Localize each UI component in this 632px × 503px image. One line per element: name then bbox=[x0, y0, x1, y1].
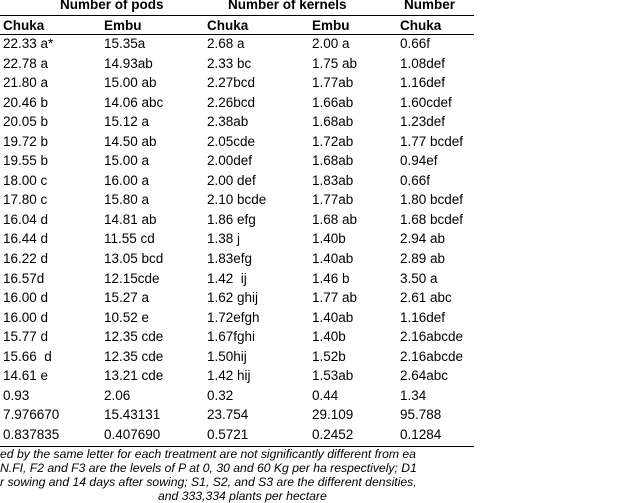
cell-kernels-embu: 1.46 b bbox=[312, 270, 350, 286]
cell-kernels-embu: 29.109 bbox=[312, 407, 354, 423]
cell-pods-chuka: 16.57d bbox=[3, 270, 45, 286]
cell-number-chuka: 0.94ef bbox=[400, 153, 438, 169]
cell-number-chuka: 0.66f bbox=[400, 172, 431, 188]
table-row bbox=[0, 132, 474, 152]
table-row bbox=[0, 366, 474, 386]
cell-pods-chuka: 16.00 d bbox=[3, 309, 49, 325]
cell-kernels-chuka: 1.38 j bbox=[207, 231, 241, 247]
cell-pods-embu: 11.55 cd bbox=[104, 231, 155, 247]
cell-kernels-chuka: 2.27bcd bbox=[207, 75, 256, 91]
cell-pods-embu: 15.43131 bbox=[104, 407, 161, 423]
cell-kernels-chuka: 2.33 bc bbox=[207, 55, 252, 71]
cell-number-chuka: 1.80 bcdef bbox=[400, 192, 464, 208]
cell-number-chuka: 2.89 ab bbox=[400, 251, 446, 267]
cell-kernels-embu: 1.40ab bbox=[312, 309, 354, 325]
table-row bbox=[0, 73, 474, 93]
subheader-pods-embu: Embu bbox=[104, 18, 142, 33]
cell-kernels-embu: 1.66ab bbox=[312, 94, 354, 110]
table-row bbox=[0, 308, 474, 328]
table-row bbox=[0, 93, 474, 113]
header-number: Number bbox=[404, 0, 456, 12]
cell-pods-chuka: 22.78 a bbox=[3, 55, 49, 71]
cell-kernels-embu: 1.75 ab bbox=[312, 55, 358, 71]
subheader-pods-chuka: Chuka bbox=[3, 18, 45, 33]
cell-kernels-embu: 1.77ab bbox=[312, 192, 354, 208]
cell-pods-embu: 14.93ab bbox=[104, 55, 153, 71]
subheader-kernels-embu: Embu bbox=[312, 18, 350, 33]
cell-kernels-chuka: 1.42 hij bbox=[207, 368, 251, 384]
table-row bbox=[0, 54, 474, 74]
cell-pods-chuka: 15.77 d bbox=[3, 329, 49, 345]
cell-kernels-chuka: 23.754 bbox=[207, 407, 249, 423]
cell-number-chuka: 95.788 bbox=[400, 407, 442, 423]
table-row bbox=[0, 425, 474, 445]
cell-kernels-embu: 1.68 ab bbox=[312, 211, 358, 227]
cell-pods-embu: 0.407690 bbox=[104, 426, 161, 442]
cell-pods-chuka: 16.04 d bbox=[3, 211, 49, 227]
subheader-number-chuka: Chuka bbox=[400, 18, 442, 33]
cell-kernels-chuka: 2.38ab bbox=[207, 114, 249, 130]
cell-kernels-chuka: 2.00def bbox=[207, 153, 253, 169]
cell-kernels-embu: 1.68ab bbox=[312, 114, 354, 130]
cell-pods-chuka: 7.976670 bbox=[3, 407, 60, 423]
cell-pods-chuka: 19.55 b bbox=[3, 153, 49, 169]
cell-pods-chuka: 19.72 b bbox=[3, 133, 49, 149]
cell-kernels-chuka: 2.26bcd bbox=[207, 94, 256, 110]
cell-kernels-embu: 1.40ab bbox=[312, 251, 354, 267]
cell-number-chuka: 1.60cdef bbox=[400, 94, 452, 110]
cell-pods-embu: 13.05 bcd bbox=[104, 251, 164, 267]
cell-number-chuka: 0.66f bbox=[400, 36, 431, 51]
table-row bbox=[0, 190, 474, 210]
header-rule bbox=[0, 15, 474, 16]
cell-pods-embu: 16.00 a bbox=[104, 172, 150, 188]
cell-kernels-embu: 1.83ab bbox=[312, 172, 354, 188]
cell-pods-chuka: 15.66 d bbox=[3, 348, 52, 364]
header-number-of-kernels: Number of kernels bbox=[228, 0, 347, 12]
cell-pods-embu: 14.50 ab bbox=[104, 133, 157, 149]
cell-kernels-chuka: 2.05cde bbox=[207, 133, 256, 149]
cell-kernels-chuka: 1.42 ij bbox=[207, 270, 247, 286]
table-row bbox=[0, 269, 474, 289]
cell-pods-embu: 13.21 cde bbox=[104, 368, 164, 384]
cell-pods-chuka: 22.33 a* bbox=[3, 36, 54, 51]
footnote-line-4: and 333,334 plants per hectare bbox=[158, 488, 327, 503]
cell-pods-chuka: 20.46 b bbox=[3, 94, 49, 110]
cell-pods-chuka: 16.00 d bbox=[3, 290, 49, 306]
cell-kernels-chuka: 2.10 bcde bbox=[207, 192, 267, 208]
cell-number-chuka: 1.23def bbox=[400, 114, 446, 130]
cell-pods-embu: 12.35 cde bbox=[104, 348, 164, 364]
cell-kernels-embu: 1.72ab bbox=[312, 133, 354, 149]
cell-number-chuka: 2.16abcde bbox=[400, 329, 464, 345]
cell-kernels-chuka: 1.83efg bbox=[207, 251, 253, 267]
cell-pods-chuka: 20.05 b bbox=[3, 114, 49, 130]
cell-kernels-chuka: 1.72efgh bbox=[207, 309, 260, 325]
cell-kernels-embu: 1.77ab bbox=[312, 75, 354, 91]
cell-kernels-chuka: 0.32 bbox=[207, 387, 234, 403]
cell-kernels-chuka: 2.68 a bbox=[207, 36, 245, 51]
cell-kernels-embu: 1.68ab bbox=[312, 153, 354, 169]
footnote-line-1: ed by the same letter for each treatment are not significantly different from ea bbox=[0, 446, 416, 461]
cell-pods-chuka: 16.44 d bbox=[3, 231, 49, 247]
cell-pods-embu: 14.06 abc bbox=[104, 94, 164, 110]
cell-number-chuka: 1.08def bbox=[400, 55, 446, 71]
cell-number-chuka: 1.77 bcdef bbox=[400, 133, 464, 149]
cell-kernels-chuka: 2.00 def bbox=[207, 172, 256, 188]
cell-number-chuka: 1.68 bcdef bbox=[400, 211, 464, 227]
cell-kernels-chuka: 1.50hij bbox=[207, 348, 247, 364]
table-row bbox=[0, 347, 474, 367]
cell-kernels-chuka: 1.86 efg bbox=[207, 211, 256, 227]
cell-pods-embu: 14.81 ab bbox=[104, 211, 157, 227]
footnote-line-2: N.FI, F2 and F3 are the levels of P at 0, 30 and 60 Kg per ha respectively; D1 bbox=[0, 460, 417, 475]
cell-pods-embu: 12.15cde bbox=[104, 270, 160, 286]
cell-number-chuka: 2.64abc bbox=[400, 368, 449, 384]
cell-kernels-embu: 2.00 a bbox=[312, 36, 350, 51]
cell-pods-chuka: 14.61 e bbox=[3, 368, 49, 384]
table-body bbox=[0, 34, 474, 444]
table-row bbox=[0, 34, 474, 54]
cell-pods-chuka: 17.80 c bbox=[3, 192, 48, 208]
cell-number-chuka: 2.94 ab bbox=[400, 231, 446, 247]
cell-pods-embu: 15.12 a bbox=[104, 114, 150, 130]
cell-pods-chuka: 21.80 a bbox=[3, 75, 49, 91]
table-row bbox=[0, 229, 474, 249]
cell-pods-embu: 10.52 e bbox=[104, 309, 150, 325]
cell-pods-embu: 15.35a bbox=[104, 36, 146, 51]
cell-kernels-embu: 1.52b bbox=[312, 348, 346, 364]
cell-kernels-embu: 0.44 bbox=[312, 387, 339, 403]
cell-number-chuka: 1.16def bbox=[400, 309, 446, 325]
cell-pods-embu: 2.06 bbox=[104, 387, 131, 403]
cell-pods-chuka: 16.22 d bbox=[3, 251, 49, 267]
cell-number-chuka: 1.34 bbox=[400, 387, 427, 403]
cell-pods-chuka: 0.837835 bbox=[3, 426, 60, 442]
cell-kernels-embu: 0.2452 bbox=[312, 426, 354, 442]
table-row bbox=[0, 405, 474, 425]
cell-kernels-chuka: 0.5721 bbox=[207, 426, 249, 442]
cell-kernels-embu: 1.40b bbox=[312, 329, 346, 345]
cell-number-chuka: 1.16def bbox=[400, 75, 446, 91]
cell-pods-embu: 12.35 cde bbox=[104, 329, 164, 345]
cell-kernels-embu: 1.77 ab bbox=[312, 290, 358, 306]
table-row bbox=[0, 327, 474, 347]
cell-number-chuka: 2.61 abc bbox=[400, 290, 452, 306]
table-row bbox=[0, 288, 474, 308]
table-row bbox=[0, 112, 474, 132]
cell-pods-embu: 15.27 a bbox=[104, 290, 150, 306]
cell-pods-embu: 15.80 a bbox=[104, 192, 150, 208]
cell-pods-chuka: 0.93 bbox=[3, 387, 30, 403]
table-row bbox=[0, 151, 474, 171]
table-row bbox=[0, 386, 474, 406]
cell-kernels-embu: 1.40b bbox=[312, 231, 346, 247]
cell-kernels-chuka: 1.62 ghij bbox=[207, 290, 259, 306]
cell-number-chuka: 3.50 a bbox=[400, 270, 438, 286]
footnote-line-3: r sowing and 14 days after sowing; S1, S2, and S3 are the different densities, bbox=[0, 474, 417, 489]
table-row bbox=[0, 249, 474, 269]
cell-number-chuka: 0.1284 bbox=[400, 426, 442, 442]
cell-kernels-chuka: 1.67fghi bbox=[207, 329, 256, 345]
cell-number-chuka: 2.16abcde bbox=[400, 348, 464, 364]
subheader-kernels-chuka: Chuka bbox=[207, 18, 249, 33]
cell-pods-chuka: 18.00 c bbox=[3, 172, 48, 188]
header-number-of-pods: Number of pods bbox=[60, 0, 164, 12]
cell-pods-embu: 15.00 ab bbox=[104, 75, 157, 91]
cell-pods-embu: 15.00 a bbox=[104, 153, 150, 169]
table-row bbox=[0, 171, 474, 191]
table-row bbox=[0, 210, 474, 230]
cell-kernels-embu: 1.53ab bbox=[312, 368, 354, 384]
